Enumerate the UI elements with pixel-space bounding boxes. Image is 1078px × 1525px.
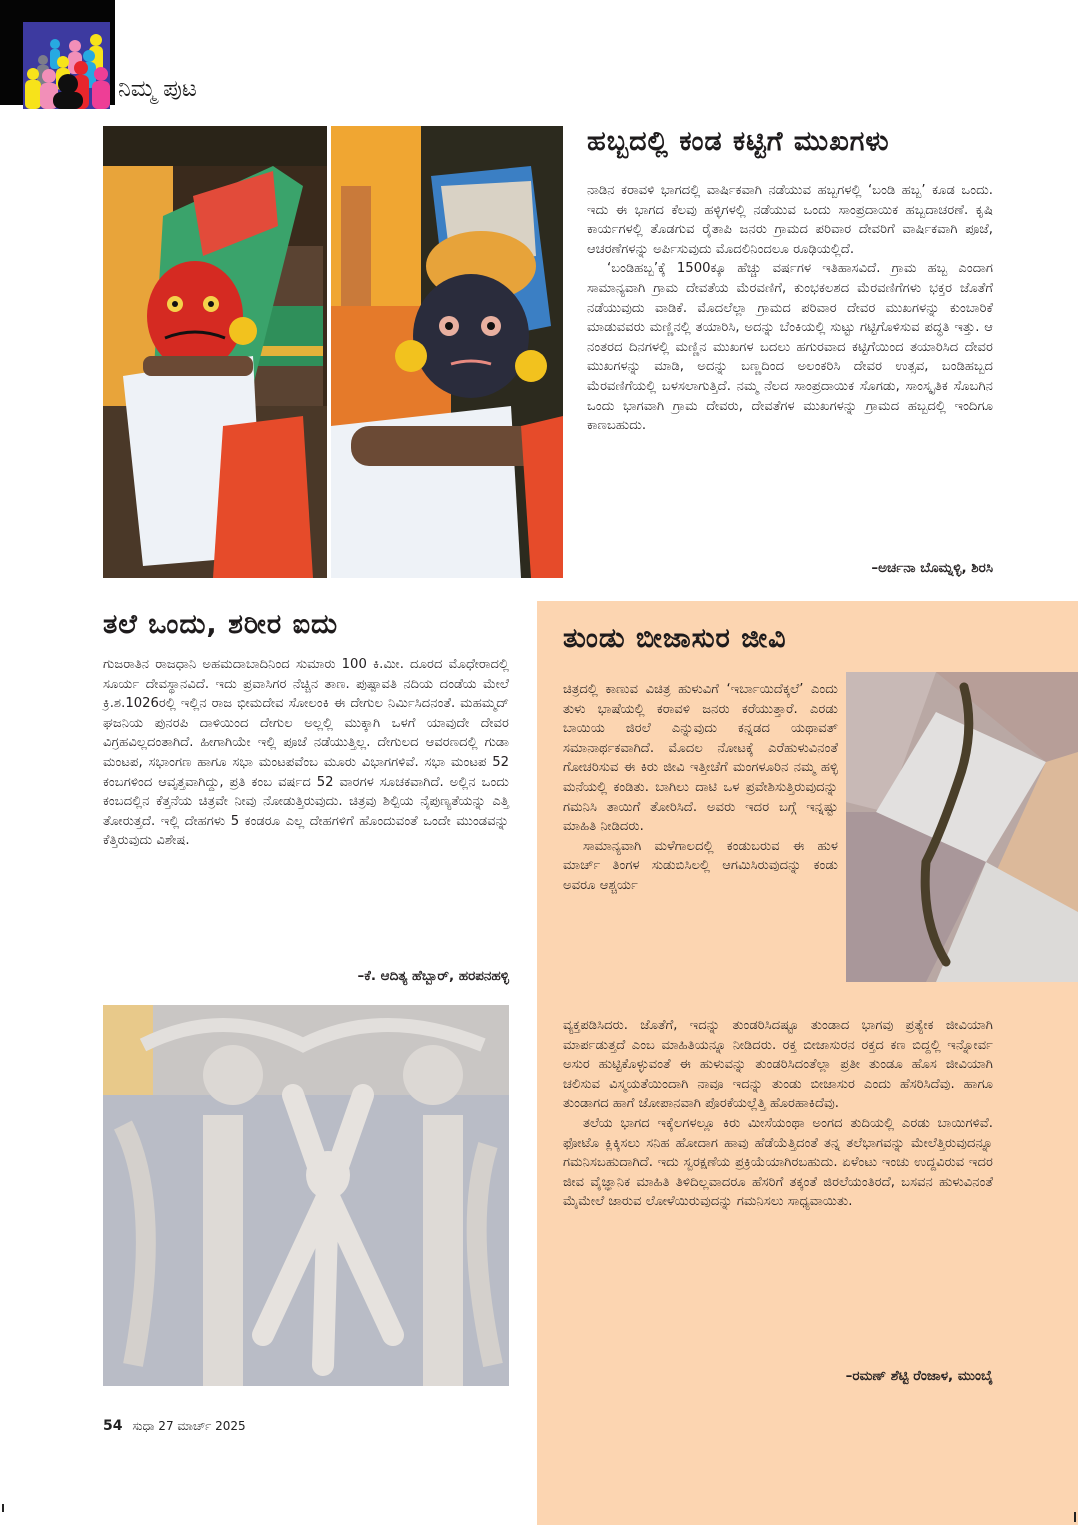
article-paragraph: ಗುಜರಾತಿನ ರಾಜಧಾನಿ ಅಹಮದಾಬಾದಿನಿಂದ ಸುಮಾರು 100 ಕಿ.ಮೀ. ದೂರದ ಮೊಧೇರಾದಲ್ಲಿ ಸೂರ್ಯ ದೇವಸ್ಥಾನವಿದೆ. ಇದು ಪ್ರವಾಸಿಗರ ನೆಚ್ಚಿನ ತಾಣ. ಪುಷ್ಪಾವತಿ ನದಿಯ ದಂಡೆಯ ಮೇಲೆ ಕ್ರಿ.ಶ.1026ರಲ್ಲಿ ಇಲ್ಲಿನ ರಾಜ ಭೀಮದೇವ ಸೋಲಂಕಿ ಈ ದೇಗುಲ ನಿರ್ಮಿಸಿದನಂತೆ. ಮಹಮ್ಮದ್ ಘಜನಿಯ ಪುನರಪಿ ದಾಳಿಯಿಂದ ದೇಗುಲ ಅಲ್ಲಲ್ಲಿ ಮುಕ್ಕಾಗಿ ಒಳಗೆ ಯಾವುದೇ ದೇವರ ವಿಗ್ರಹವಿಲ್ಲದಂತಾಗಿದೆ. ಹೀಗಾಗಿಯೇ ಇಲ್ಲಿ ಪೂಜೆ ನಡೆಯುತ್ತಿಲ್ಲ. ದೇಗುಲದ ಆವರಣದಲ್ಲಿ ಗುಡಾ ಮಂಟಪ, ಸಭಾಂಗಣ ಹಾಗೂ ಸಭಾ ಮಂಟಪವೆಂಬ ಮೂರು ವಿಭಾಗಗಳಿವೆ. ಸಭಾ ಮಂಟಪ 52 ಕಂಬಗಳಿಂದ ಆವೃತ್ತವಾಗಿದ್ದು, ಪ್ರತಿ ಕಂಬ ವರ್ಷದ 52 ವಾರಗಳ ಸೂಚಕವಾಗಿದೆ. ಅಲ್ಲಿನ ಒಂದು ಕಂಬದಲ್ಲಿನ ಕೆತ್ತನೆಯ ಚಿತ್ರವೇ ನೀವು ನೋಡುತ್ತಿರುವುದು. ಚಿತ್ರವು ಶಿಲ್ಪಿಯ ನೈಪುಣ್ಯತೆಯನ್ನು ಎತ್ತಿ ತೋರುತ್ತದೆ. ಇಲ್ಲಿ ದೇಹಗಳು 5 ಕಂಡರೂ ಎಲ್ಲ ದೇಹಗಳಿಗೆ ಹೊಂದುವಂತೆ ಒಂದೇ ಮುಂಡವನ್ನು ಕೆತ್ತಿರುವುದು ವಿಶೇಷ. [103,657,509,849]
article-paragraph: ಚಿತ್ರದಲ್ಲಿ ಕಾಣುವ ವಿಚಿತ್ರ ಹುಳುವಿಗೆ ‘ಇರ್ಬಾಯಿದೆಕ್ಕಲೆ’ ಎಂದು ತುಳು ಭಾಷೆಯಲ್ಲಿ ಕರಾವಳಿ ಜನರು ಕರೆಯುತ್ತಾರೆ. ಎರಡು ಬಾಯಿಯ ಜಿರಲೆ ಎನ್ನುವುದು ಕನ್ನಡದ ಯಥಾವತ್ ಸಮಾನಾರ್ಥಕವಾಗಿದೆ. ಮೊದಲ ನೋಟಕ್ಕೆ ಎರೆಹುಳುವಿನಂತೆ ಗೋಚರಿಸುವ ಈ ಕಿರು ಜೀವಿ ಇತ್ತೀಚೆಗೆ ಮಂಗಳೂರಿನ ನಮ್ಮ ಹಳ್ಳಿ ಮನೆಯಲ್ಲಿ ಕಂಡಿತು. ಬಾಗಿಲು ದಾಟಿ ಒಳ ಪ್ರವೇಶಿಸುತ್ತಿರುವುದನ್ನು ಗಮನಿಸಿ ತಾಯಿಗೆ ತೋರಿಸಿದೆ. ಅವರು ಇದರ ಬಗ್ಗೆ ಇನ್ನಷ್ಟು ಮಾಹಿತಿ ನೀಡಿದರು. [563,682,838,835]
article-title: ಹಬ್ಬದಲ್ಲಿ ಕಂಡ ಕಟ್ಟಿಗೆ ಮುಖಗಳು [587,126,890,157]
crop-mark [2,1504,4,1512]
article-body [103,655,509,851]
article-byline: –ಕೆ. ಆದಿತ್ಯ ಹೆಬ್ಬಾರ್, ಹರಪನಹಳ್ಳಿ [357,968,509,984]
black-mask-photo [331,126,563,578]
article-byline: –ಅರ್ಚನಾ ಬೊಮ್ನಳ್ಳಿ, ಶಿರಸಿ [871,560,993,576]
article-paragraph: ತಲೆಯ ಭಾಗದ ಇಕ್ಕೆಲಗಳಲ್ಲೂ ಕಿರು ಮೀಸೆಯಂಥಾ ಅಂಗದ ತುದಿಯಲ್ಲಿ ಎರಡು ಬಾಯಿಗಳಿವೆ. ಫೋಟೊ ಕ್ಲಿಕ್ಕಿಸಲು ಸನಿಹ ಹೋದಾಗ ಹಾವು ಹೆಡೆಯೆತ್ತಿದಂತೆ ತನ್ನ ತಲೆಭಾಗವನ್ನು ಮೇಲೆತ್ತಿರುವುದನ್ನೂ ಗಮನಿಸಬಹುದಾಗಿದೆ. ಇದು ಸ್ವರಕ್ಷಣೆಯ ಪ್ರಕ್ರಿಯೆಯಾಗಿರಬಹುದು. ಏಳೆಂಟು ಇಂಚು ಉದ್ದವಿರುವ ಇದರ ಜೀವ ವೈಜ್ಞಾನಿಕ ಮಾಹಿತಿ ತಿಳಿದಿಲ್ಲವಾದರೂ ಹೆಸರಿಗೆ ತಕ್ಕಂತೆ ಜಿರಲೆಯಂತಿರದೆ, ಬಸವನ ಹುಳುವಿನಂತೆ ಮೈಮೇಲೆ ಜಾರುವ ಲೋಳೆಯಿರುವುದನ್ನು ಗಮನಿಸಲು ಸಾಧ್ಯವಾಯಿತು. [563,1115,993,1210]
article-title: ತುಂಡು ಬೀಜಾಸುರ ಜೀವಿ [563,623,787,654]
stone-carving-photo [103,1005,509,1386]
publication-date: ಸುಧಾ 27 ಮಾರ್ಚ್ 2025 [132,1419,246,1433]
article-body-continued [563,1016,993,1212]
section-label: ನಿಮ್ಮ ಪುಟ [118,76,197,102]
crop-mark [1074,1512,1076,1522]
article-paragraph: ‘ಬಂಡಿಹಬ್ಬ’ಕ್ಕೆ 1500ಕ್ಕೂ ಹೆಚ್ಚು ವರ್ಷಗಳ ಇತಿಹಾಸವಿದೆ. ಗ್ರಾಮ ಹಬ್ಬ ಎಂದಾಗ ಸಾಮಾನ್ಯವಾಗಿ ಗ್ರಾಮ ದೇವತೆಯ ಮೆರವಣಿಗೆ, ಕುಂಭಕಲಶದ ಮೆರವಣಿಗೆಗಳು ಭಕ್ತರ ಜೊತೆಗೆ ನಡೆಯುವುದು ವಾಡಿಕೆ. ಮೊದಲೆಲ್ಲಾ ಗ್ರಾಮದ ಪರಿವಾರ ದೇವರ ಮುಖಗಳನ್ನು ಕುಂಬಾರಿಕೆ ಮಾಡುವವರು ಮಣ್ಣಿನಲ್ಲಿ ತಯಾರಿಸಿ, ಅದನ್ನು ಬೆಂಕಿಯಲ್ಲಿ ಸುಟ್ಟು ಗಟ್ಟಿಗೊಳಿಸುವ ಪದ್ಧತಿ ಇತ್ತು. ಆ ನಂತರದ ದಿನಗಳಲ್ಲಿ ಮಣ್ಣಿನ ಮುಖಗಳ ಬದಲು ಹಗುರವಾದ ಕಟ್ಟಿಗೆಯಿಂದ ತಯಾರಿಸಿದ ದೇವರ ಮುಖಗಳನ್ನು ಮಾಡಿ, ಅದನ್ನು ಬಣ್ಣದಿಂದ ಅಲಂಕರಿಸಿ ದೇವರ ಉತ್ಸವ, ಬಂಡಿಹಬ್ಬದ ಮೆರವಣಿಗೆಯಲ್ಲಿ ಬಳಸಲಾಗುತ್ತಿದೆ. ನಮ್ಮ ನೆಲದ ಸಾಂಪ್ರದಾಯಿಕ ಸೊಗಡು, ಸಾಂಸ್ಕೃತಿಕ ಸೊಬಗಿನ ಒಂದು ಭಾಗವಾಗಿ ಗ್ರಾಮ ದೇವರು, ದೇವತೆಗಳ ಮುಖಗಳನ್ನು ಗ್ರಾಮದ ಹಬ್ಬದಲ್ಲಿ ಇಂದಿಗೂ ಕಾಣಬಹುದು. [587,261,993,434]
page-footer [103,1418,246,1434]
page-number: 54 [103,1418,123,1434]
article-body [587,181,993,436]
article-paragraph: ವ್ಯಕ್ತಪಡಿಸಿದರು. ಜೊತೆಗೆ, ಇದನ್ನು ತುಂಡರಿಸಿದಷ್ಟೂ ತುಂಡಾದ ಭಾಗವು ಪ್ರತ್ಯೇಕ ಜೀವಿಯಾಗಿ ಮಾರ್ಪಡುತ್ತದೆ ಎಂಬ ಮಾಹಿತಿಯನ್ನೂ ನೀಡಿದರು. ರಕ್ತ ಬೀಜಾಸುರನ ರಕ್ತದ ಕಣ ಬಿದ್ದಲ್ಲಿ ಇನ್ನೋರ್ವ ಅಸುರ ಹುಟ್ಟಿಕೊಳ್ಳುವಂತೆ ಈ ಹುಳುವನ್ನು ತುಂಡರಿಸಿದಂತೆಲ್ಲಾ ಪ್ರತೀ ತುಂಡೂ ಹೊಸ ಜೀವಿಯಾಗಿ ಚಲಿಸುವ ವಿಸ್ಮಯತೆಯಿಂದಾಗಿ ನಾವೂ ಇದನ್ನು ತುಂಡು ಬೀಜಾಸುರ ಎಂದು ಹೆಸರಿಸಿದೆವು. ಹಾಗೂ ತುಂಡಾಗದ ಹಾಗೆ ಜೋಪಾನವಾಗಿ ಪೊರಕೆಯಲ್ಲೆತ್ತಿ ಹೊರಹಾಕಿದೆವು. [563,1018,993,1112]
red-mask-photo [103,126,327,578]
article-paragraph: ನಾಡಿನ ಕರಾವಳಿ ಭಾಗದಲ್ಲಿ ವಾರ್ಷಿಕವಾಗಿ ನಡೆಯುವ ಹಬ್ಬಗಳಲ್ಲಿ ‘ಬಂಡಿ ಹಬ್ಬ’ ಕೂಡ ಒಂದು. ಇದು ಈ ಭಾಗದ ಕೆಲವು ಹಳ್ಳಿಗಳಲ್ಲಿ ನಡೆಯುವ ಒಂದು ಸಾಂಪ್ರದಾಯಿಕ ಹಬ್ಬದಾಚರಣೆ. ಕೃಷಿ ಕಾರ್ಯಗಳಲ್ಲಿ ತೊಡಗುವ ರೈತಾಪಿ ಜನರು ಗ್ರಾಮದ ಪರಿವಾರ ದೇವರಿಗೆ ವಾರ್ಷಿಕವಾಗಿ ಪೂಜೆ, ಆಚರಣೆಗಳನ್ನು ಅರ್ಪಿಸುವುದು ಮೊದಲಿನಿಂದಲೂ ರೂಢಿಯಲ್ಲಿದೆ. [587,183,993,257]
people-silhouettes-icon [23,22,110,109]
article-paragraph: ಸಾಮಾನ್ಯವಾಗಿ ಮಳೆಗಾಲದಲ್ಲಿ ಕಂಡುಬರುವ ಈ ಹುಳ ಮಾರ್ಚ್ ತಿಂಗಳ ಸುಡುಬಿಸಿಲಲ್ಲಿ ಆಗಮಿಸಿರುವುದನ್ನು ಕಂಡು ಅವರೂ ಆಶ್ಚರ್ಯ [563,838,838,893]
article-body [563,680,838,896]
article-byline: –ರಮಣ್ ಶೆಟ್ಟಿ ರೆಂಜಾಳ, ಮುಂಬೈ [845,1368,993,1384]
article-title: ತಲೆ ಒಂದು, ಶರೀರ ಐದು [103,609,339,640]
worm-on-tiles-photo [846,672,1078,982]
